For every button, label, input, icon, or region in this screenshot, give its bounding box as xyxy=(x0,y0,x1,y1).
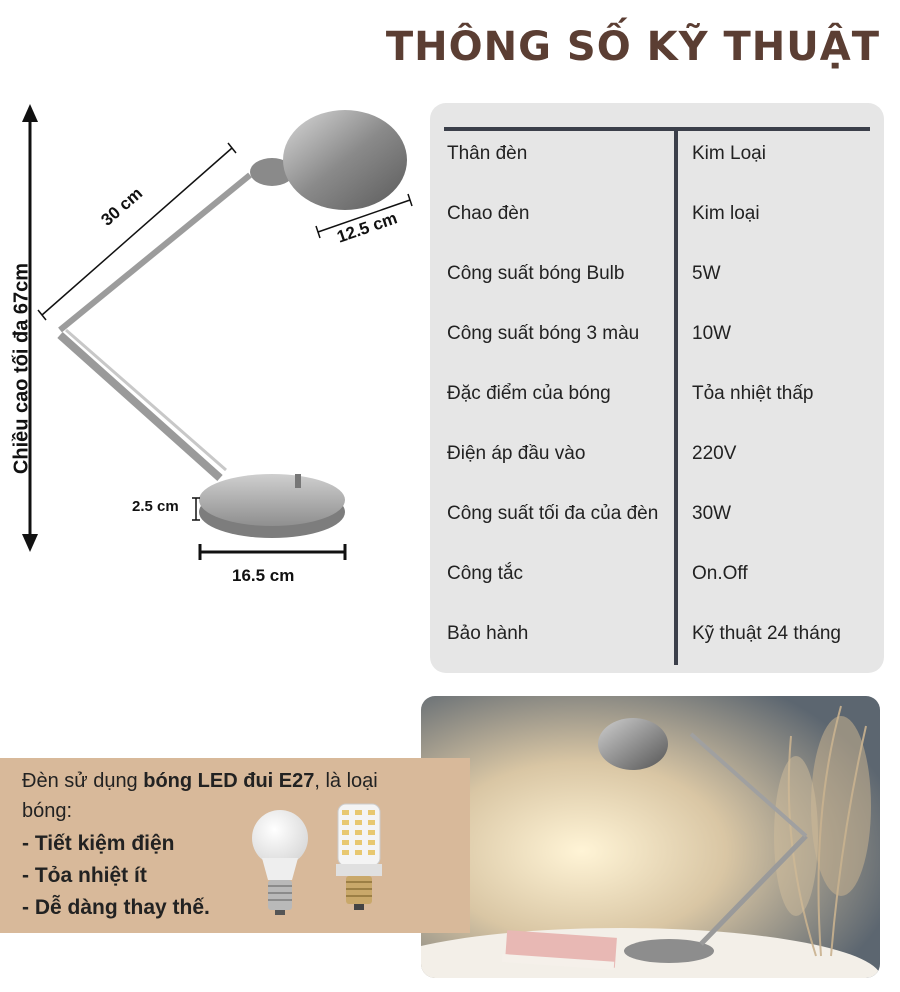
spec-row xyxy=(430,263,884,293)
led-bulb-icon xyxy=(248,806,312,916)
bulb-info-panel xyxy=(0,758,470,933)
spec-value: Tỏa nhiệt thấp xyxy=(692,383,814,404)
spec-row xyxy=(430,143,884,173)
page-title: THÔNG SỐ KỸ THUẬT xyxy=(385,24,880,70)
bulb-intro-suffix: , là loại bóng: xyxy=(22,770,378,822)
shade-dimension-label: 12.5 cm xyxy=(334,208,400,247)
spec-row xyxy=(430,323,884,353)
list-item: - Tiết kiệm điện xyxy=(22,832,175,855)
spec-key: Điện áp đầu vào xyxy=(447,443,586,464)
spec-key: Công tắc xyxy=(447,563,524,584)
spec-key: Thân đèn xyxy=(447,143,528,164)
spec-value: 30W xyxy=(692,503,732,524)
spec-row xyxy=(430,623,884,653)
base-height-label: 2.5 cm xyxy=(132,498,179,515)
spec-row xyxy=(430,383,884,413)
spec-key: Công suất bóng 3 màu xyxy=(447,323,640,344)
spec-top-divider xyxy=(444,127,870,131)
spec-value: On.Off xyxy=(692,563,748,584)
list-item: - Tỏa nhiệt ít xyxy=(22,864,147,887)
spec-row xyxy=(430,203,884,233)
spec-key: Công suất tối đa của đèn xyxy=(447,503,659,524)
spec-key: Bảo hành xyxy=(447,623,529,644)
bulb-feature-list xyxy=(22,828,210,924)
lamp-photo xyxy=(421,696,880,978)
spec-key: Chao đèn xyxy=(447,203,530,224)
lamp-photo-illustration xyxy=(421,696,880,978)
spec-key: Đặc điểm của bóng xyxy=(447,383,611,404)
spec-value: 5W xyxy=(692,263,721,284)
spec-value: 10W xyxy=(692,323,732,344)
height-dimension-label: Chiều cao tối đa 67cm xyxy=(10,262,33,475)
base-width-label: 16.5 cm xyxy=(232,566,295,585)
spec-value: 220V xyxy=(692,443,737,464)
spec-row xyxy=(430,443,884,473)
spec-value: Kim Loại xyxy=(692,143,766,164)
lamp-dimension-diagram xyxy=(0,95,420,595)
list-item: - Dễ dàng thay thế. xyxy=(22,896,210,919)
spec-key: Công suất bóng Bulb xyxy=(447,263,625,284)
arm-dimension-label: 30 cm xyxy=(97,183,147,230)
spec-value: Kỹ thuật 24 tháng xyxy=(692,623,841,644)
spec-row xyxy=(430,503,884,533)
spec-table xyxy=(430,103,884,673)
bulb-intro-prefix: Đèn sử dụng xyxy=(22,770,144,792)
spec-value: Kim loại xyxy=(692,203,760,224)
corn-led-bulb-icon xyxy=(330,802,388,914)
bulb-intro-bold: bóng LED đui E27 xyxy=(143,770,315,792)
spec-row xyxy=(430,563,884,593)
